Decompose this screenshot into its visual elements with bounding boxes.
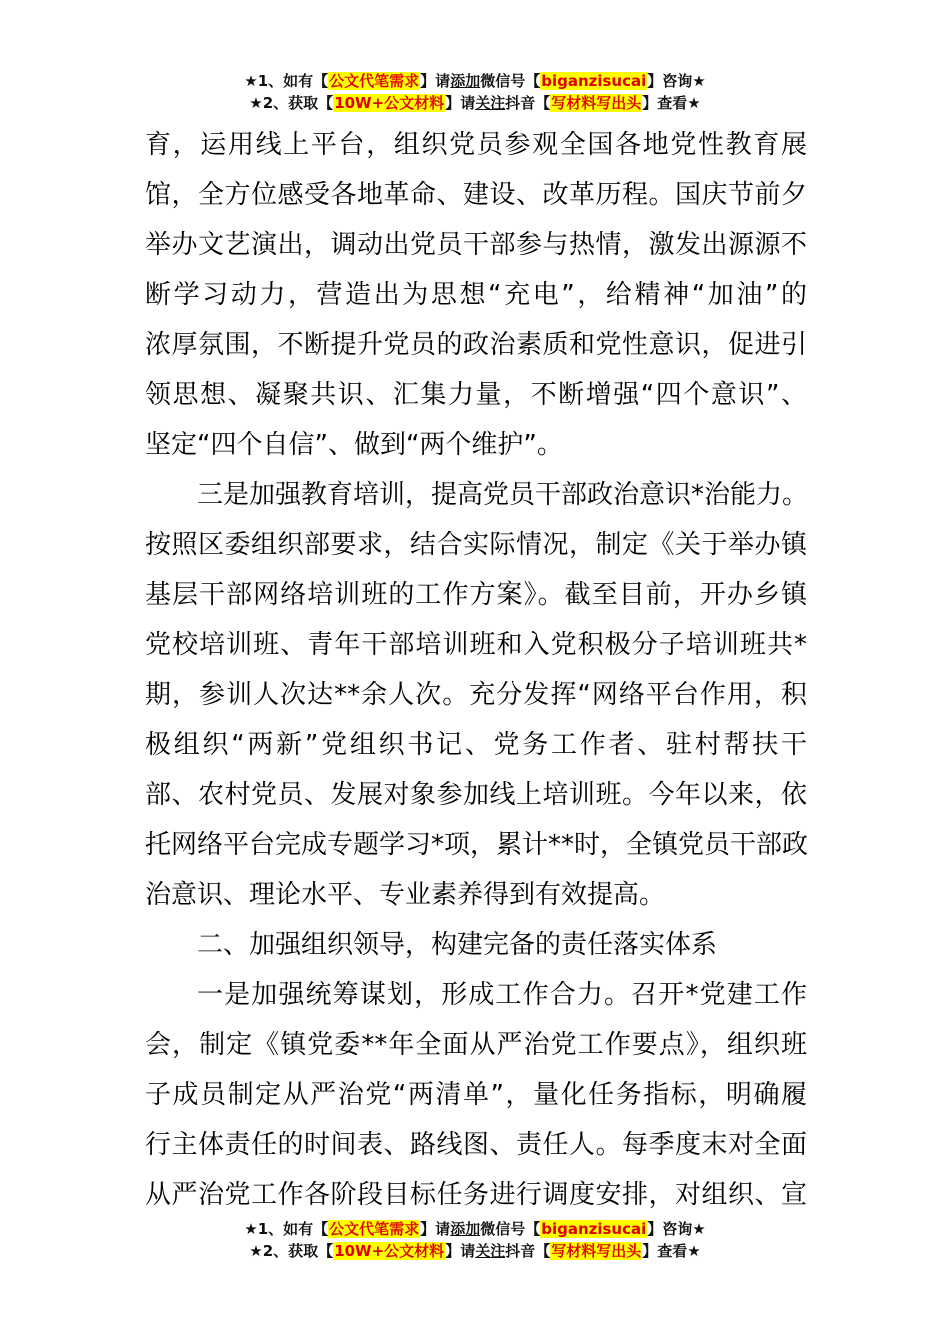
banner-text: ★2、获取【 xyxy=(249,94,334,112)
banner-underlined-text: 添加 xyxy=(450,72,481,90)
footer-banner xyxy=(0,1218,950,1262)
banner-highlight: 10W+公文材料 xyxy=(334,94,445,112)
body-line: 举办文艺演出，调动出党员干部参与热情，激发出源源不 xyxy=(145,230,807,260)
banner-wechat-id: biganzisucai xyxy=(541,72,647,90)
body-line: 坚定“四个自信”、做到“两个维护”。 xyxy=(145,430,563,460)
body-line: 治意识、理论水平、专业素养得到有效提高。 xyxy=(145,880,666,910)
banner-text: 微信号【 xyxy=(480,1220,541,1238)
body-line: 按照区委组织部要求，结合实际情况，制定《关于举办镇 xyxy=(145,530,807,560)
banner-underlined-text: 添加 xyxy=(450,1220,481,1238)
body-line: 会，制定《镇党委**年全面从严治党工作要点》，组织班 xyxy=(145,1030,807,1060)
banner-line-1 xyxy=(0,70,950,92)
banner-text: 】请 xyxy=(420,1220,451,1238)
header-banner xyxy=(0,70,950,114)
banner-text: 抖音【 xyxy=(505,94,551,112)
body-line: 部、农村党员、发展对象参加线上培训班。今年以来，依 xyxy=(145,780,807,810)
banner-text: 】请 xyxy=(420,72,451,90)
section-heading-line: 三是加强教育培训，提高党员干部政治意识*治能力。 xyxy=(197,480,809,510)
section-heading-line: 一是加强统筹谋划，形成工作合力。召开*党建工作 xyxy=(197,980,807,1010)
body-line: 断学习动力，营造出为思想“充电”，给精神“加油”的 xyxy=(145,280,807,310)
banner-wechat-id: biganzisucai xyxy=(541,1220,647,1238)
body-line: 从严治党工作各阶段目标任务进行调度安排，对组织、宣 xyxy=(145,1180,807,1210)
banner-text: ★1、如有【 xyxy=(244,72,329,90)
banner-douyin-id: 写材料写出头 xyxy=(551,1242,642,1260)
body-line: 党校培训班、青年干部培训班和入党积极分子培训班共* xyxy=(145,630,807,660)
body-line: 托网络平台完成专题学习*项，累计**时，全镇党员干部政 xyxy=(145,830,809,860)
banner-highlight: 公文代笔需求 xyxy=(329,72,420,90)
banner-text: 】请 xyxy=(445,94,476,112)
banner-text: 】咨询★ xyxy=(647,1220,706,1238)
banner-highlight: 公文代笔需求 xyxy=(329,1220,420,1238)
body-line: 期，参训人次达**余人次。充分发挥“网络平台作用，积 xyxy=(145,680,807,710)
banner-douyin-id: 写材料写出头 xyxy=(551,94,642,112)
banner-text: 抖音【 xyxy=(505,1242,551,1260)
banner-text: ★2、获取【 xyxy=(249,1242,334,1260)
body-line: 育，运用线上平台，组织党员参观全国各地党性教育展 xyxy=(145,130,807,160)
banner-text: ★1、如有【 xyxy=(244,1220,329,1238)
body-line: 行主体责任的时间表、路线图、责任人。每季度末对全面 xyxy=(145,1130,807,1160)
banner-line-2 xyxy=(0,1240,950,1262)
banner-text: 】查看★ xyxy=(642,94,701,112)
body-line: 子成员制定从严治党“两清单”，量化任务指标，明确履 xyxy=(145,1080,807,1110)
banner-text: 微信号【 xyxy=(480,72,541,90)
body-line: 浓厚氛围，不断提升党员的政治素质和党性意识，促进引 xyxy=(145,330,807,360)
banner-text: 】查看★ xyxy=(642,1242,701,1260)
body-line: 基层干部网络培训班的工作方案》。截至目前，开办乡镇 xyxy=(145,580,807,610)
banner-text: 】咨询★ xyxy=(647,72,706,90)
document-body xyxy=(145,120,807,1220)
banner-text: 】请 xyxy=(445,1242,476,1260)
banner-line-1 xyxy=(0,1218,950,1240)
body-line: 极组织“两新”党组织书记、党务工作者、驻村帮扶干 xyxy=(145,730,807,760)
body-line: 领思想、凝聚共识、汇集力量，不断增强“四个意识”、 xyxy=(145,380,807,410)
banner-underlined-text: 关注 xyxy=(475,1242,506,1260)
banner-line-2 xyxy=(0,92,950,114)
section-heading: 二、加强组织领导，构建完备的责任落实体系 xyxy=(197,930,718,960)
banner-underlined-text: 关注 xyxy=(475,94,506,112)
body-line: 馆，全方位感受各地革命、建设、改革历程。国庆节前夕 xyxy=(145,180,807,210)
banner-highlight: 10W+公文材料 xyxy=(334,1242,445,1260)
